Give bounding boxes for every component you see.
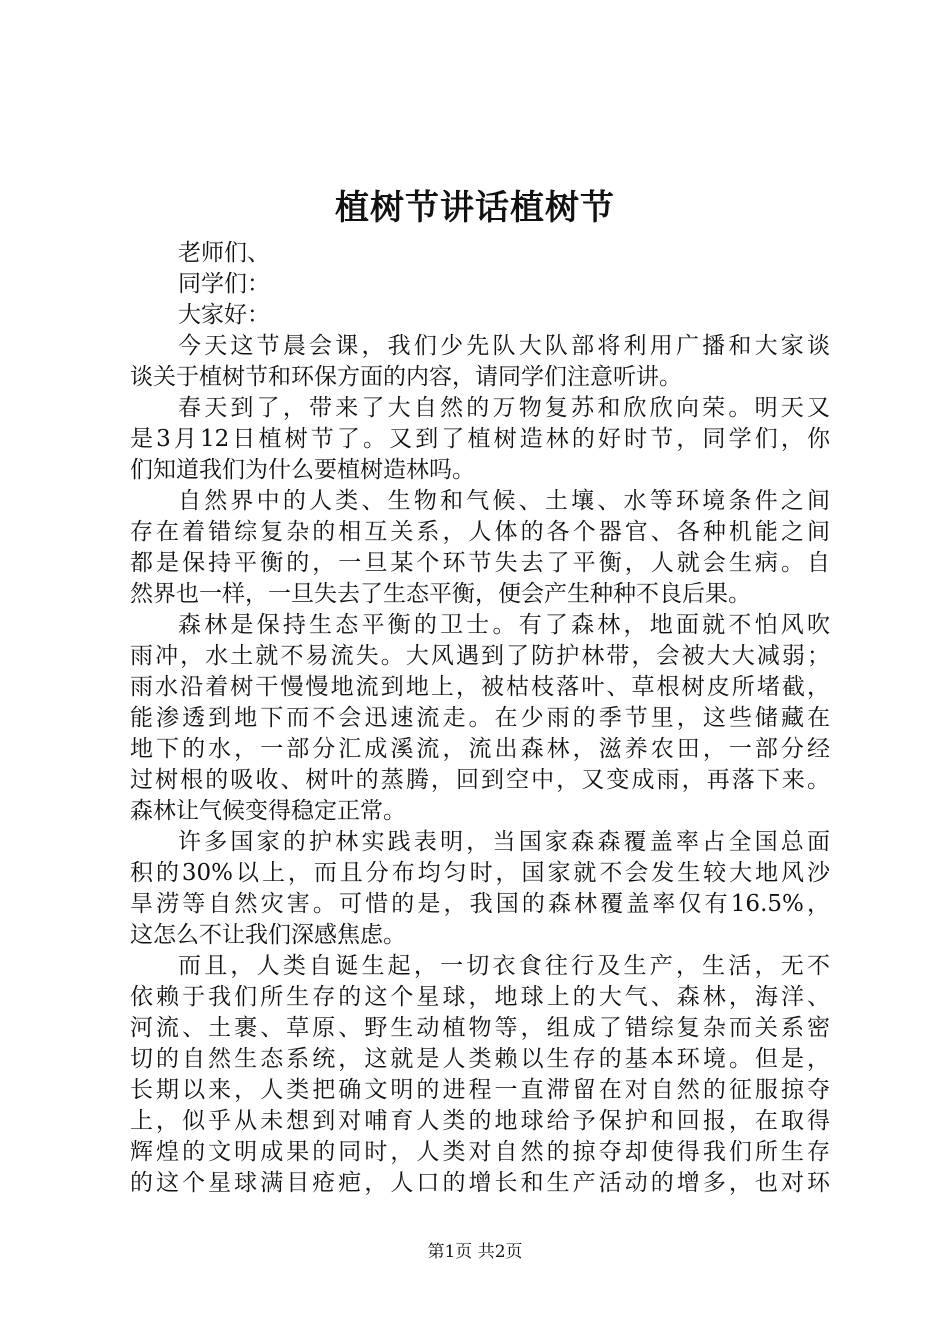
body-line: 依赖于我们所生存的这个星球，地球上的大气、森林，海洋、 xyxy=(130,984,830,1010)
body-line: 大家好： xyxy=(178,302,270,328)
body-line: 这怎么不让我们深感焦虑。 xyxy=(130,922,406,948)
body-line: 上，似乎从未想到对哺育人类的地球给予保护和回报，在取得 xyxy=(130,1108,830,1134)
body-line: 积的30%以上，而且分布均匀时，国家就不会发生较大地风沙 xyxy=(130,860,830,886)
body-line: 的这个星球满目疮疤，人口的增长和生产活动的增多，也对环 xyxy=(130,1170,830,1196)
body-line: 旱涝等自然灾害。可惜的是，我国的森林覆盖率仅有16.5%， xyxy=(130,891,830,917)
body-line: 而且，人类自诞生起，一切衣食往行及生产，生活，无不 xyxy=(178,953,830,979)
body-line: 河流、土裹、草原、野生动植物等，组成了错综复杂而关系密 xyxy=(130,1015,830,1041)
body-line: 们知道我们为什么要植树造林吗。 xyxy=(130,457,475,483)
body-line: 都是保持平衡的，一旦某个环节失去了平衡，人就会生病。自 xyxy=(130,550,830,576)
body-line: 谈关于植树节和环保方面的内容，请同学们注意听讲。 xyxy=(130,364,682,390)
page-footer: 第1页 共2页 xyxy=(427,1242,523,1262)
body-line: 过树根的吸收、树叶的蒸腾，回到空中，又变成雨，再落下来。 xyxy=(130,767,830,793)
body-line: 许多国家的护林实践表明，当国家森森覆盖率占全国总面 xyxy=(178,829,830,855)
body-line: 长期以来，人类把确文明的进程一直滞留在对自然的征服掠夺 xyxy=(130,1077,830,1103)
body-line: 切的自然生态系统，这就是人类赖以生存的基本环境。但是， xyxy=(130,1046,830,1072)
body-line: 雨冲，水土就不易流失。大风遇到了防护林带，会被大大减弱； xyxy=(130,643,830,669)
document-title: 植树节讲话植树节 xyxy=(335,188,615,228)
body-line: 同学们： xyxy=(178,271,270,297)
body-line: 森林是保持生态平衡的卫士。有了森林，地面就不怕风吹 xyxy=(178,612,830,638)
body-line: 今天这节晨会课，我们少先队大队部将利用广播和大家谈 xyxy=(178,333,830,359)
body-line: 能渗透到地下而不会迅速流走。在少雨的季节里，这些储藏在 xyxy=(130,705,830,731)
body-line: 春天到了，带来了大自然的万物复苏和欣欣向荣。明天又 xyxy=(178,395,830,421)
body-line: 是3月12日植树节了。又到了植树造林的好时节，同学们，你 xyxy=(130,426,830,452)
body-line: 雨水沿着树干慢慢地流到地上，被枯枝落叶、草根树皮所堵截， xyxy=(130,674,830,700)
body-line: 地下的水，一部分汇成溪流，流出森林，滋养农田，一部分经 xyxy=(130,736,830,762)
body-line: 老师们、 xyxy=(178,240,270,266)
body-line: 森林让气候变得稳定正常。 xyxy=(130,798,406,824)
body-line: 然界也一样，一旦失去了生态平衡，便会产生种种不良后果。 xyxy=(130,581,751,607)
body-line: 自然界中的人类、生物和气候、土壤、水等环境条件之间 xyxy=(178,488,830,514)
document-body xyxy=(130,238,830,1199)
body-line: 辉煌的文明成果的同时，人类对自然的掠夺却使得我们所生存 xyxy=(130,1139,830,1165)
body-line: 存在着错综复杂的相互关系，人体的各个器官、各种机能之间 xyxy=(130,519,830,545)
